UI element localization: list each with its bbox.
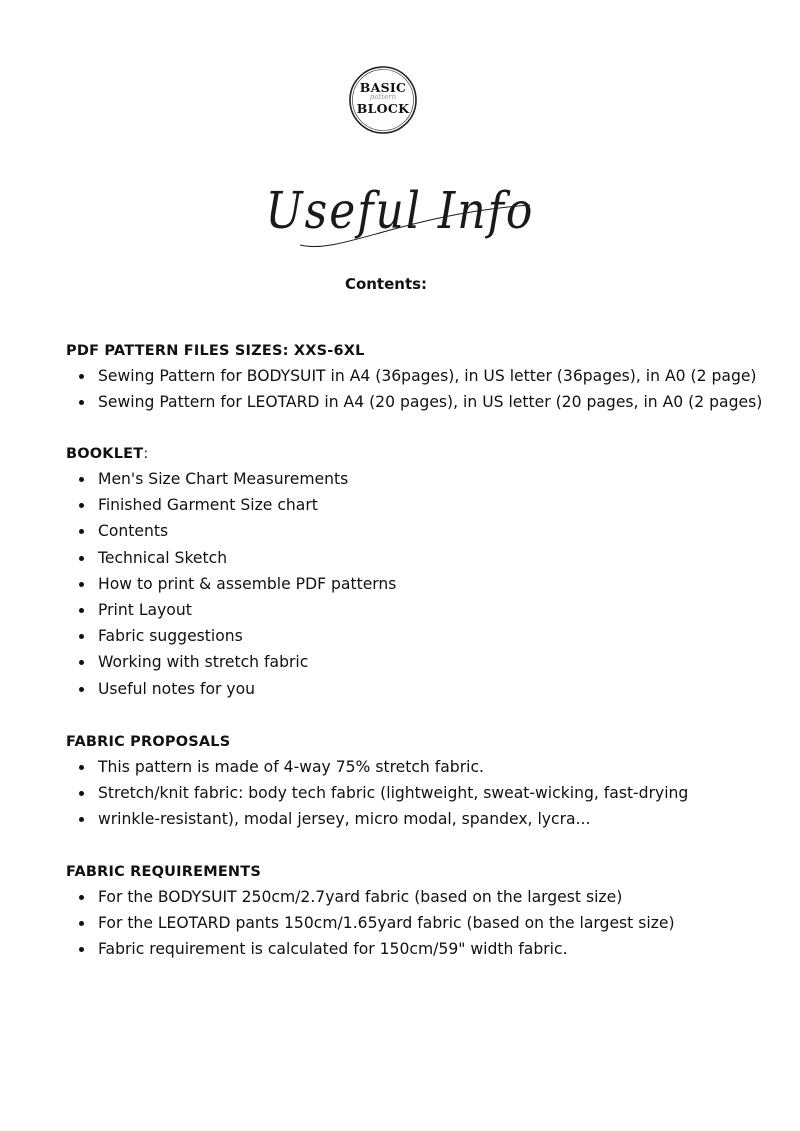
section-heading-text: FABRIC PROPOSALS [66,734,231,750]
list-item [66,936,786,962]
list-item [66,884,786,910]
list-item [66,571,786,597]
list-item [66,363,786,389]
list-item-text: Working with stretch fabric [98,653,309,672]
section-fabric-proposals [66,730,786,833]
list-item-text: wrinkle-resistant), modal jersey, micro modal, spandex, lycra... [98,810,591,829]
list-item [66,597,786,623]
logo-text-top: BASIC [359,80,407,95]
list-item-text: This pattern is made of 4-way 75% stretch fabric. [98,758,484,776]
bullet-icon [79,765,84,770]
list-item-text: Fabric requirement is calculated for 150cm/59" width fabric. [98,940,568,959]
list-item-text: Contents [98,522,169,541]
section-heading-text: BOOKLET [66,446,144,462]
bullet-icon [79,477,84,482]
bullet-icon [79,791,84,796]
list-item-text: For the LEOTARD pants 150cm/1.65yard fabric (based on the largest size) [98,914,675,933]
section-heading [66,860,786,884]
bullet-icon [79,921,84,926]
section-pdf-pattern-files [66,339,786,415]
list-item-text: Stretch/knit fabric: body tech fabric (lightweight, sweat-wicking, fast-drying [98,784,689,803]
basic-block-logo [347,64,419,136]
list-item [66,780,786,806]
item-list [66,466,786,702]
bullet-icon [79,503,84,508]
list-item-text: How to print & assemble PDF patterns [98,574,397,593]
list-item-text: Fabric suggestions [98,627,243,646]
section-heading-suffix: : [143,446,149,462]
item-list [66,754,786,833]
list-item [66,676,786,702]
contents-label: Contents: [344,275,428,293]
bullet-icon [79,582,84,587]
list-item-text: Sewing Pattern for LEOTARD in A4 (20 pages), in US letter (20 pages, in A0 (2 pages) [98,393,763,412]
list-item-text: Finished Garment Size chart [98,496,318,515]
section-heading-text: FABRIC REQUIREMENTS [66,864,262,880]
bullet-icon [79,817,84,822]
list-item [66,806,786,832]
list-item-text: Sewing Pattern for BODYSUIT in A4 (36pages), in US letter (36pages), in A0 (2 page) [98,367,757,385]
list-item [66,910,786,936]
section-heading [66,442,786,466]
page-title: Useful Info [265,182,535,241]
list-item-text: For the BODYSUIT 250cm/2.7yard fabric (based on the largest size) [98,888,623,906]
section-heading [66,730,786,754]
item-list [66,884,786,963]
bullet-icon [79,634,84,639]
bullet-icon [79,895,84,900]
list-item-text: Technical Sketch [98,548,228,567]
list-item [66,623,786,649]
list-item-text: Print Layout [98,600,192,619]
list-item-text: Men's Size Chart Measurements [98,470,349,488]
list-item [66,466,786,492]
section-heading-text: PDF PATTERN FILES SIZES: XXS-6XL [66,343,365,359]
list-item [66,389,786,415]
bullet-icon [79,556,84,561]
bullet-icon [79,529,84,534]
list-item [66,545,786,571]
item-list [66,363,786,415]
list-item [66,649,786,675]
section-fabric-requirements [66,860,786,963]
list-item [66,754,786,780]
section-heading [66,339,786,363]
bullet-icon [79,660,84,665]
section-booklet [66,442,786,702]
bullet-icon [79,947,84,952]
bullet-icon [79,687,84,692]
logo-text-middle: pattern [369,93,397,101]
list-item [66,492,786,518]
list-item-text: Useful notes for you [98,679,256,698]
bullet-icon [79,608,84,613]
list-item [66,518,786,544]
bullet-icon [79,374,84,379]
bullet-icon [79,400,84,405]
logo-text-bottom: BLOCK [356,101,410,116]
